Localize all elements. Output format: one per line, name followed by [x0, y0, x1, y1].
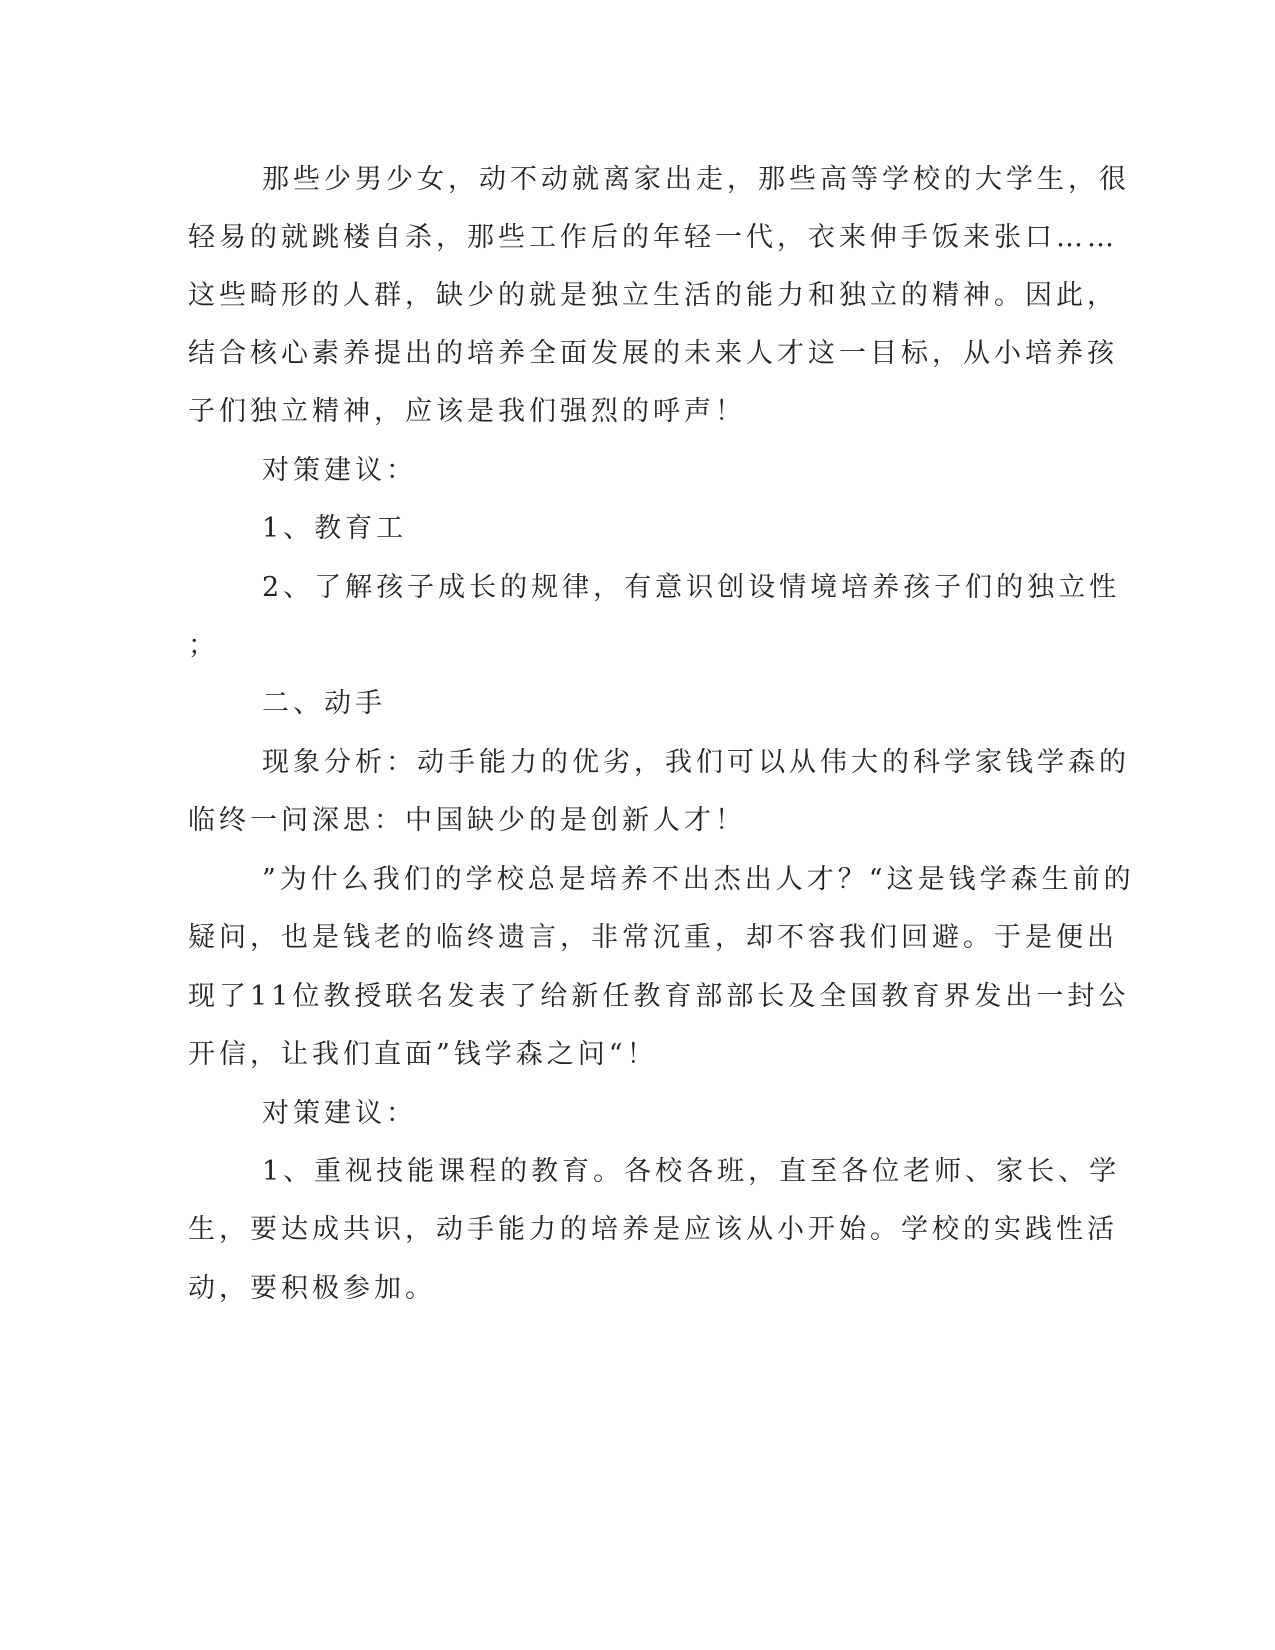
section-heading: 二、动手 — [262, 688, 386, 719]
paragraph-line: 生，要达成共识，动手能力的培养是应该从小开始。学校的实践性活 — [188, 1214, 1118, 1245]
paragraph-line: 这些畸形的人群，缺少的就是独立生活的能力和独立的精神。因此， — [188, 280, 1118, 311]
list-item: 2、了解孩子成长的规律，有意识创设情境培养孩子们的独立性 — [262, 572, 1121, 603]
paragraph-line: 子们独立精神，应该是我们强烈的呼声！ — [188, 396, 746, 427]
paragraph-line: 现了11位教授联名发表了给新任教育部部长及全国教育界发出一封公 — [188, 981, 1130, 1012]
paragraph-line: 动，要积极参加。 — [188, 1273, 436, 1304]
paragraph-line: 结合核心素养提出的培养全面发展的未来人才这一目标，从小培养孩 — [188, 338, 1118, 369]
section-label: 对策建议： — [262, 1098, 417, 1129]
list-item: 1、重视技能课程的教育。各校各班，直至各位老师、家长、学 — [262, 1156, 1121, 1187]
section-label: 对策建议： — [262, 455, 417, 486]
list-item: 1、教育工 — [262, 513, 408, 544]
paragraph-line: ； — [188, 630, 219, 661]
paragraph-line: 那些少男少女，动不动就离家出走，那些高等学校的大学生，很 — [262, 164, 1130, 195]
paragraph-line: ”为什么我们的学校总是培养不出杰出人才？“这是钱学森生前的 — [262, 864, 1135, 895]
paragraph-line: 现象分析：动手能力的优劣，我们可以从伟大的科学家钱学森的 — [262, 747, 1130, 778]
paragraph-line: 开信，让我们直面”钱学森之问“！ — [188, 1039, 658, 1070]
paragraph-line: 疑问，也是钱老的临终遗言，非常沉重，却不容我们回避。于是便出 — [188, 922, 1118, 953]
paragraph-line: 临终一问深思：中国缺少的是创新人才！ — [188, 805, 746, 836]
paragraph-line: 轻易的就跳楼自杀，那些工作后的年轻一代，衣来伸手饭来张口…… — [188, 222, 1118, 253]
